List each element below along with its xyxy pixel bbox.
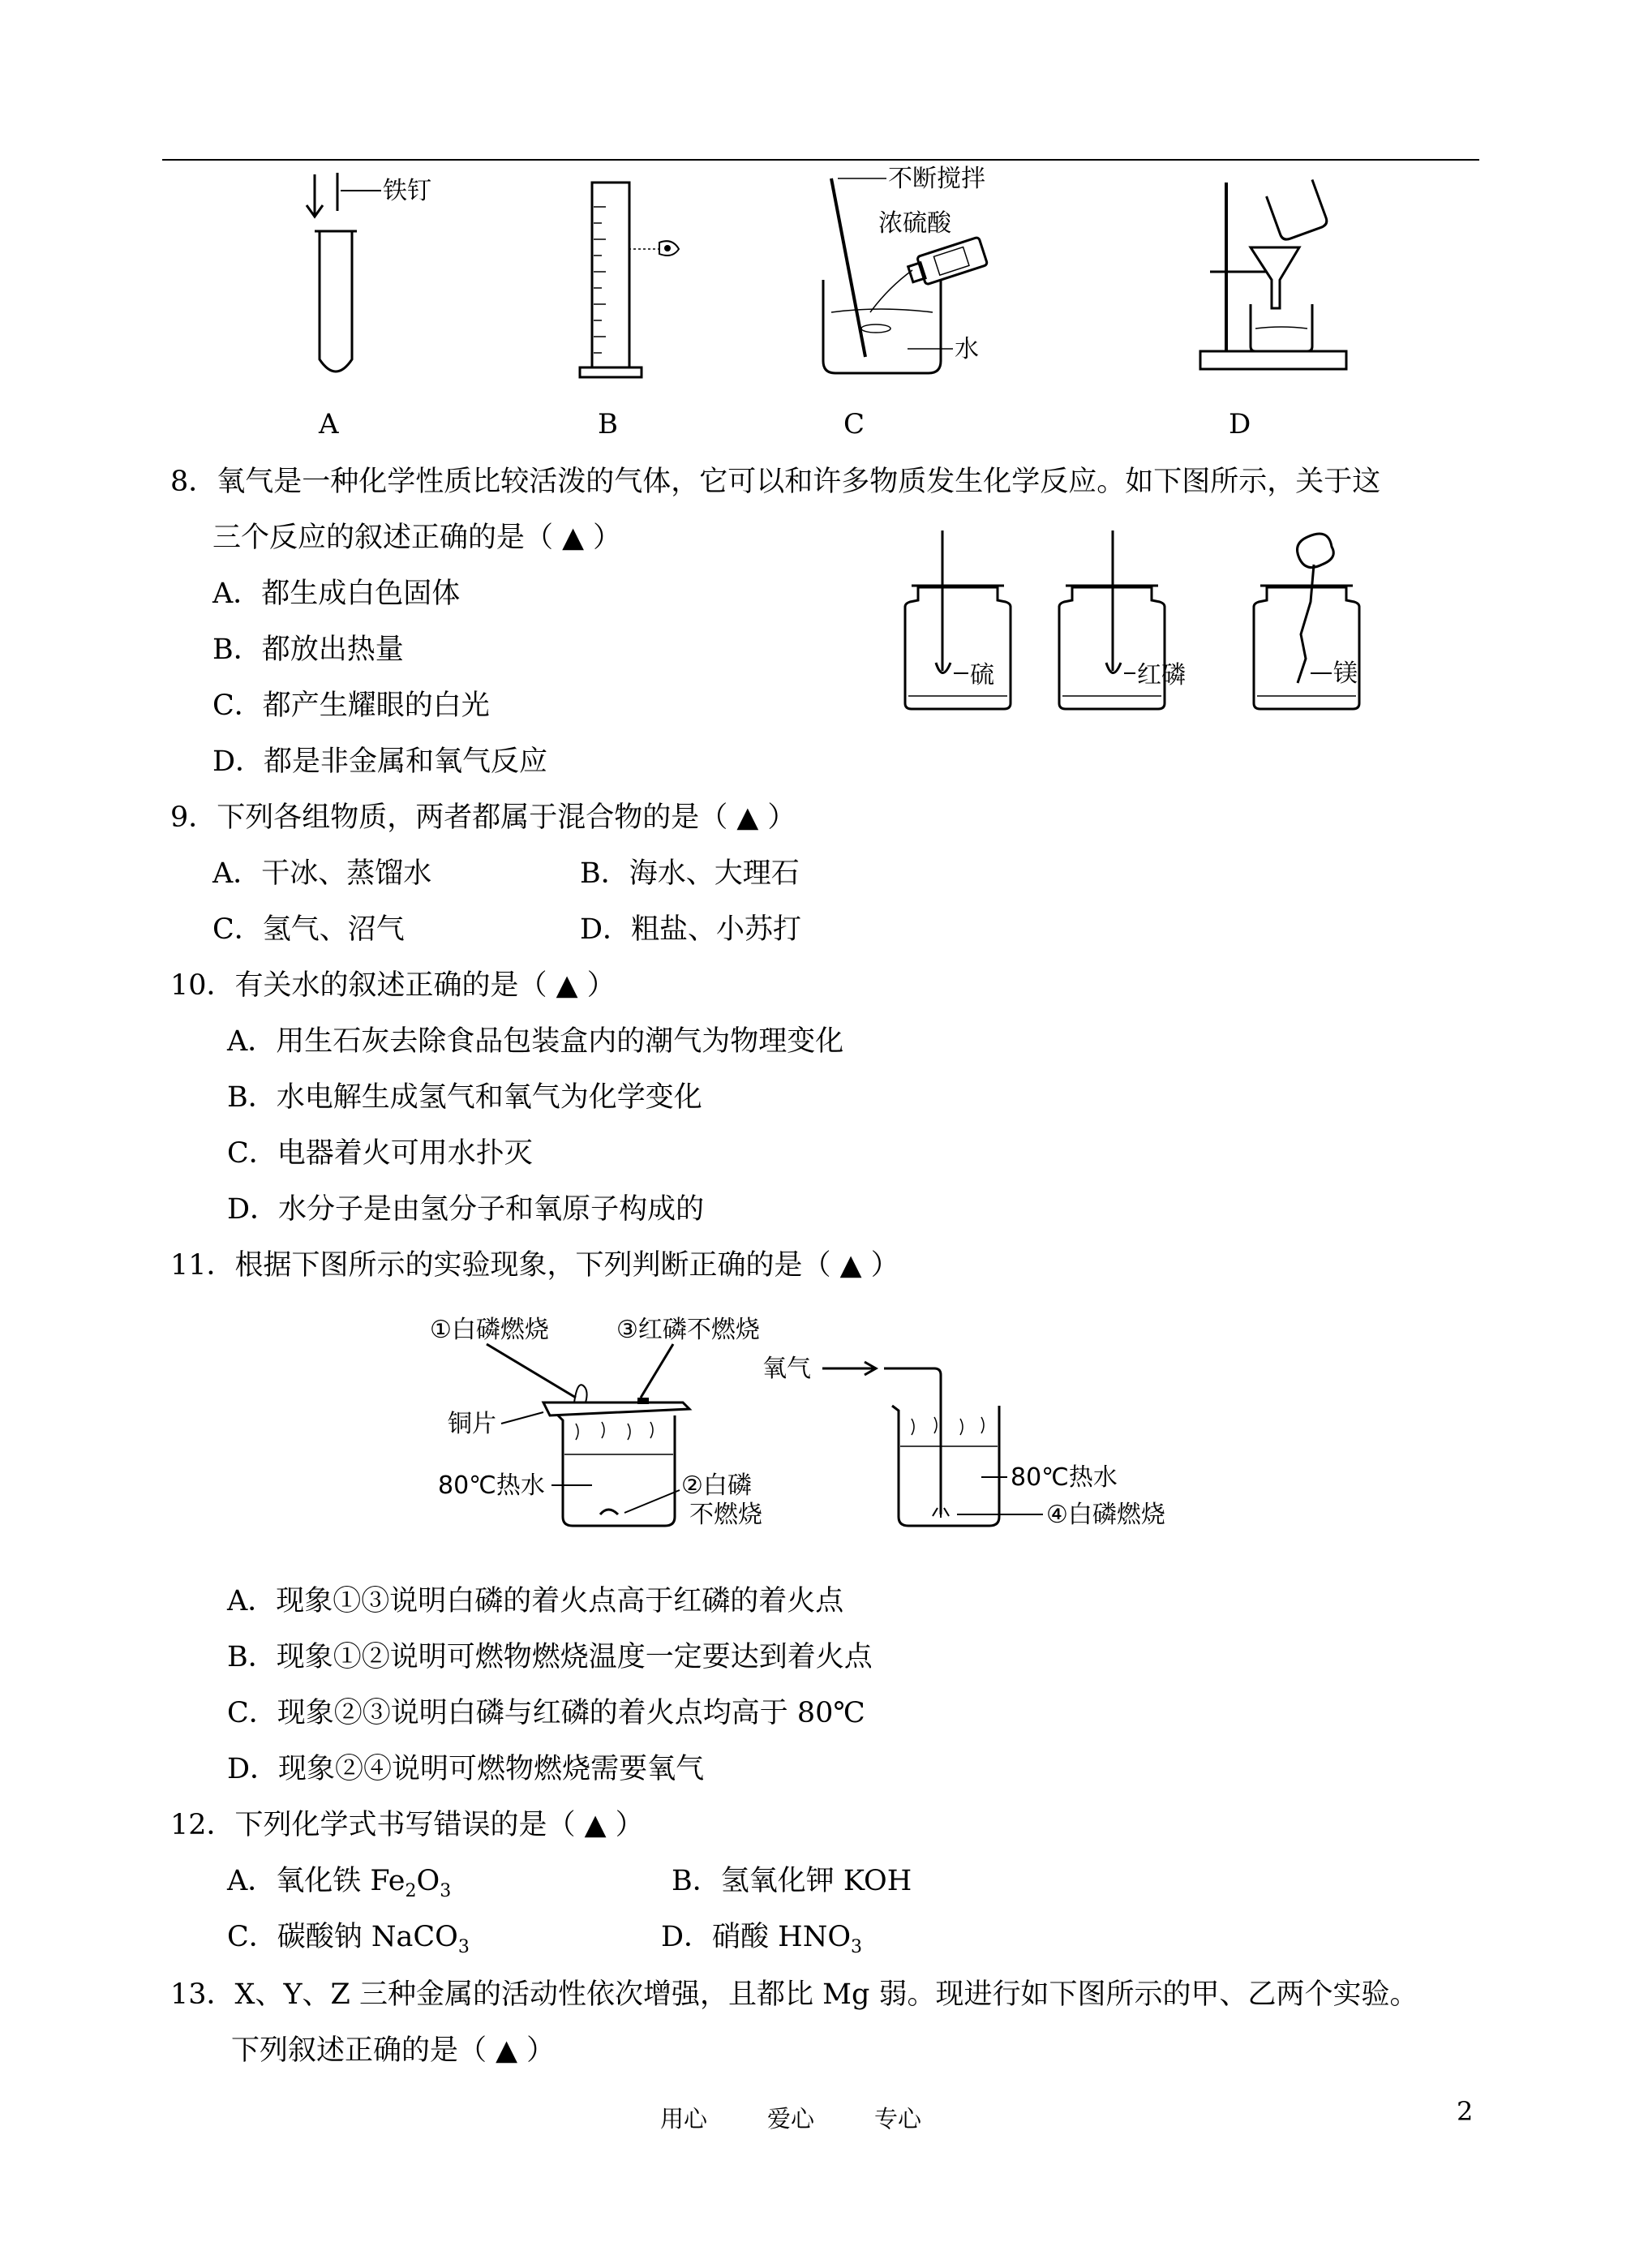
q8-option-b: B．都放出热量 (212, 634, 404, 666)
q12-option-c-sub: 3 (457, 1937, 470, 1957)
q8-stem-line1: 8．氧气是一种化学性质比较活泼的气体，它可以和许多物质发生化学反应。如下图所示，关于这 (170, 466, 1381, 498)
q10-option-d: D．水分子是由氢分子和氧原子构成的 (227, 1193, 705, 1226)
q13-stem-line2: 下列叙述正确的是（ ▲ ） (231, 2034, 556, 2067)
q10-option-b: B．水电解生成氢气和氧气为化学变化 (227, 1081, 702, 1114)
q9-option-c: C．氢气、沼气 (212, 913, 405, 946)
q8-fig-label-magnesium: 镁 (1333, 659, 1358, 688)
fig7-a-label: 铁钉 (383, 177, 431, 205)
q12-option-c (227, 1919, 470, 1965)
fig7-d-filtration (1192, 166, 1354, 385)
q8-fig-label-red-phosphorus: 红磷 (1137, 661, 1186, 689)
fig7-c-dilution (807, 166, 1034, 385)
q12-option-d-sub: 3 (851, 1937, 863, 1957)
q12-option-b: B．氢氧化钾 KOH (672, 1865, 912, 1897)
footer-item-1: 用心 (660, 2105, 708, 2133)
q11-figure-combustion (430, 1302, 1200, 1545)
q8-figure-jars (884, 529, 1387, 715)
q12-option-a-mid: O (416, 1865, 440, 1897)
footer-item-2: 爱心 (767, 2105, 815, 2133)
q12-option-d-text: D．硝酸 HNO (661, 1921, 852, 1953)
q11-stem: 11．根据下图所示的实验现象，下列判断正确的是（ ▲ ） (170, 1249, 899, 1282)
fig7-caption-d: D (1229, 408, 1251, 440)
q11-label-white-burn: ①白磷燃烧 (430, 1316, 549, 1344)
fig7-caption-b: B (598, 408, 618, 440)
page-number: 2 (1457, 2096, 1474, 2127)
q10-option-a: A．用生石灰去除食品包装盒内的潮气为物理变化 (227, 1025, 844, 1058)
q10-option-c: C．电器着火可用水扑灭 (227, 1137, 533, 1170)
q9-option-d: D．粗盐、小苏打 (580, 913, 802, 946)
q8-stem-line2: 三个反应的叙述正确的是（ ▲ ） (212, 522, 622, 554)
fig7-c-label-stir: 不断搅拌 (888, 165, 985, 193)
q9-option-b: B．海水、大理石 (580, 857, 800, 890)
fig7-b-cylinder (572, 174, 702, 389)
q11-option-a: A．现象①③说明白磷的着火点高于红磷的着火点 (227, 1585, 844, 1617)
fig7-a-test-tube (292, 166, 503, 385)
q12-option-a-sub1: 2 (405, 1881, 417, 1901)
q11-label-white-burn-4: ④白磷燃烧 (1046, 1501, 1165, 1529)
q12-option-d (661, 1919, 862, 1965)
fig7-caption-a: A (319, 408, 339, 440)
fig7-c-label-water: 水 (955, 335, 979, 363)
q11-option-d: D．现象②④说明可燃物燃烧需要氧气 (227, 1753, 705, 1785)
q11-label-copper: 铜片 (448, 1410, 496, 1438)
q11-label-white-noburn-2: 不燃烧 (689, 1501, 762, 1529)
q8-option-d: D．都是非金属和氧气反应 (212, 745, 548, 778)
fig7-c-label-acid: 浓硫酸 (878, 209, 951, 238)
q11-label-oxygen: 氧气 (762, 1355, 811, 1383)
fig7-caption-c: C (843, 408, 865, 440)
q12-option-a-text: A．氧化铁 Fe (227, 1865, 406, 1897)
q11-option-c: C．现象②③说明白磷与红磷的着火点均高于 80℃ (227, 1697, 865, 1729)
q8-fig-label-sulfur: 硫 (970, 661, 994, 689)
q12-option-c-text: C．碳酸钠 NaCO (227, 1921, 458, 1953)
q10-stem: 10．有关水的叙述正确的是（ ▲ ） (170, 969, 616, 1002)
q8-option-c: C．都产生耀眼的白光 (212, 689, 490, 722)
q11-label-white-noburn-1: ②白磷 (681, 1471, 752, 1500)
q8-option-a: A．都生成白色固体 (212, 578, 461, 610)
q11-label-hot-water-right: 80℃热水 (1011, 1463, 1118, 1492)
header-rule (162, 159, 1479, 161)
q11-option-b: B．现象①②说明可燃物燃烧温度一定要达到着火点 (227, 1641, 873, 1673)
q12-option-a-sub2: 3 (440, 1881, 452, 1901)
footer-item-3: 专心 (874, 2105, 922, 2133)
q12-option-a (227, 1863, 451, 1909)
q9-stem: 9．下列各组物质，两者都属于混合物的是（ ▲ ） (170, 801, 796, 834)
q13-stem-line1: 13．X、Y、Z 三种金属的活动性依次增强，且都比 Mg 弱。现进行如下图所示的甲、乙两个实验。 (170, 1978, 1418, 2011)
q9-option-a: A．干冰、蒸馏水 (212, 857, 432, 890)
q11-label-hot-water-left: 80℃热水 (438, 1471, 545, 1500)
q12-stem: 12．下列化学式书写错误的是（ ▲ ） (170, 1809, 644, 1841)
q11-label-red-noburn: ③红磷不燃烧 (616, 1316, 760, 1344)
